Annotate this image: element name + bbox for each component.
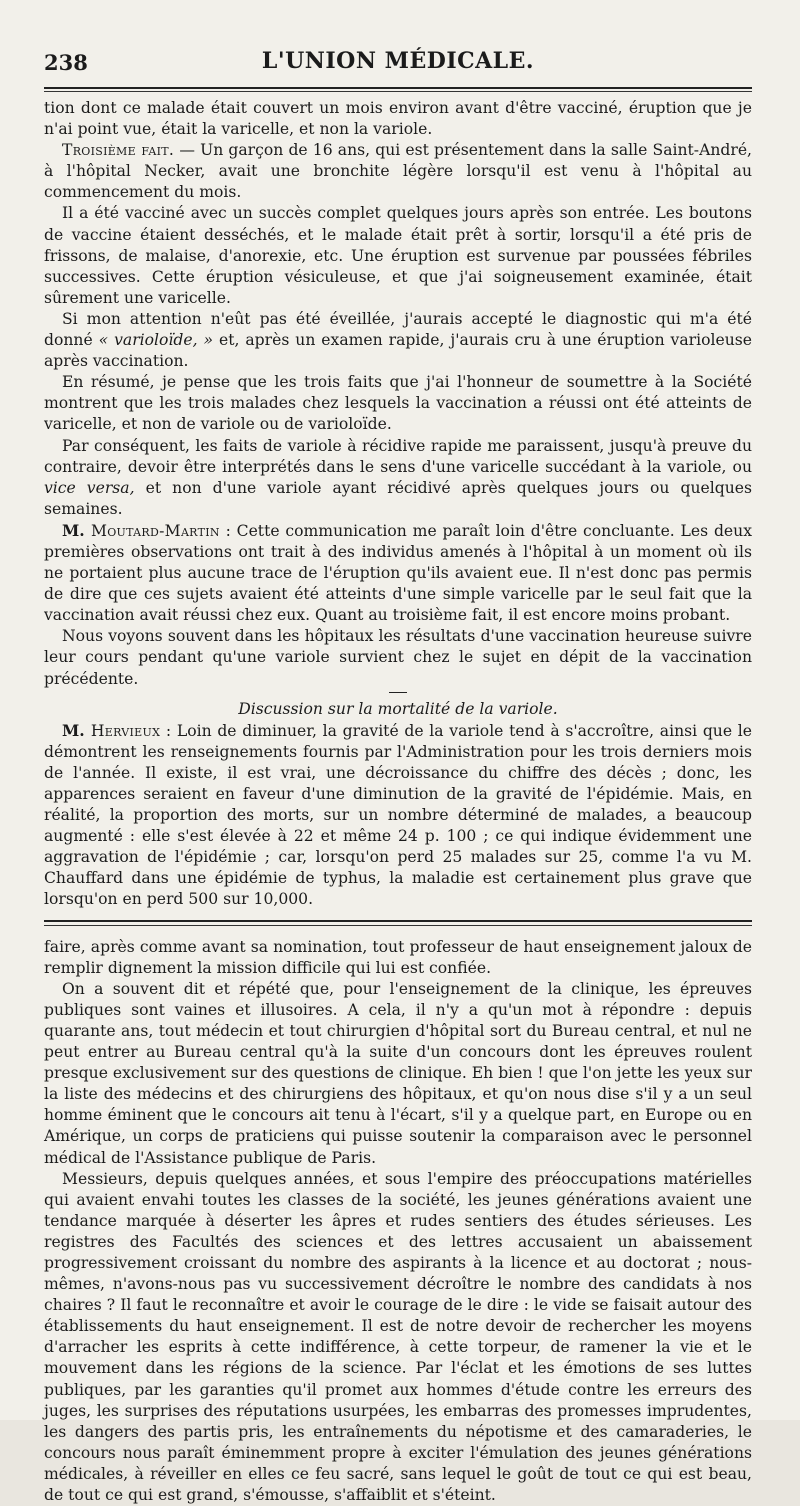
text-run: : Cette communication me paraît loin d'être concluante. Les deux premières observations ont trait à des individus amenés à l'hôpital à un moment où ils ne portaient plus aucune trace de l'éruption qu'ils avaient eue. Il n'est donc pas permis de dire que ces sujets avaient été atteints d'une simple varicelle par le seul fait que la vaccination avait réussi chez eux. Quant au troisième fait, il est encore moins probant. [44,521,752,625]
text-run: Par conséquent, les faits de variole à récidive rapide me paraissent, jusqu'à preuve du contraire, devoir être interprétés dans le sens d'une varicelle succédant à la variole, ou [44,436,752,476]
discussion-heading: Discussion sur la mortalité de la variole. [238,699,558,718]
running-title: L'UNION MÉDICALE. [261,48,535,74]
paragraph [44,372,752,435]
paragraph [44,937,752,979]
paragraph [44,979,752,1169]
paragraph [44,436,752,520]
text-run: Il a été vacciné avec un succès complet quelques jours après son entrée. Les boutons de vaccine étaient desséchés, et le malade était prêt à sortir, lorsqu'il a été pris de frissons, de malaise, d'anorexie, etc. Une éruption est survenue par poussées fébriles successives. Cette éruption vésiculeuse, et que j'ai soigneusement examinée, était sûrement une varicelle. [44,204,752,307]
text-run: et non d'une variole ayant récidivé après quelques jours ou quelques semaines. [44,478,753,518]
text-run: — Un garçon de 16 ans, qui est présentement dans la salle Saint-André, à l'hôpital Necker, avait une bronchite légère lorsqu'il est venu à l'hôpital au commencement du mois. [44,141,752,202]
text-run: En résumé, je pense que les trois faits que j'ai l'honneur de soumettre à la Société montrent que les trois malades chez lesquels la vaccination a réussi ont été atteints de varicelle, et non de variole ou de varioloïde. [44,373,752,434]
paragraph [44,720,752,911]
text-run: et, après un examen rapide, j'aurais cru à une éruption varioleuse après vaccination. [44,331,752,371]
page-number: 238 [44,50,88,75]
text-run: On a souvent dit et répété que, pour l'enseignement de la clinique, les épreuves publiques sont vaines et illusoires. A cela, il n'y a qu'un mot à répondre : depuis quarante ans, tout médecin et tout chirurgien d'hôpital sort du Bureau central, et nul ne peut entrer au Bureau central qu'à la suite d'un concours dont les épreuves roulent presque exclusivement sur des questions de clinique. Eh bien ! que l'on jette les yeux sur la liste des médecins et des chirurgiens des hôpitaux, et qu'on nous dise s'il y a un seul homme éminent que le concours ait tenu à l'écart, s'il y a quelque part, en Europe ou en Amérique, un corps de praticiens qui puisse soutenir la comparaison avec le personnel médical de l'Assistance publique de Paris. [44,979,752,1167]
text-run: Nous voyons souvent dans les hôpitaux les résultats d'une vaccination heureuse suivre leur cours pendant qu'une variole survient chez le sujet en dépit de la vaccination précédente. [44,627,752,688]
text-run: Moutard-Martin [90,521,220,540]
text-run: M. [62,720,91,740]
page-header [44,0,752,90]
upper-article [44,90,752,690]
paragraph [44,1169,752,1506]
text-run: vice versa, [44,478,135,497]
text-run: « varioloïde, » [98,331,214,350]
text-run: : Loin de diminuer, la gravité de la variole tend à s'accroître, ainsi que le démontrent les renseignements fournis par l'Administration pour les trois derniers mois de l'année. Il existe, il est vrai, une décroissance du chiffre des décès ; donc, les apparences seraient en faveur d'une diminution de la gravité de l'épidémie. Mais, en réalité, la proportion des morts, sur un nombre déterminé de malades, a beaucoup augmenté : elle s'est élevée à 22 et même 24 p. 100 ; ce qui indique évidemment une aggravation de l'épidémie ; car, lorsqu'on perd 25 malades sur 25, comme l'a vu M. Chauffard dans une épidémie de typhus, la maladie est certainement plus grave que lorsqu'on en perd 500 sur 10,000. [44,721,752,909]
paragraph [44,98,752,140]
text-run: Messieurs, depuis quelques années, et sous l'empire des préoccupations matérielles qui avaient envahi toutes les classes de la société, les jeunes générations avaient une tendance marquée à déserter les âpres et rudes sentiers des études sérieuses. Les registres des Facultés des sciences et des lettres accusaient un abaissement progressivement croissant du nombre des aspirants à la licence et au doctorat ; nous-mêmes, n'avons-nous pas vu successivement décroître le nombre des candidats à nos chaires ? Il faut le reconnaître et avoir le courage de le dire : le vide se faisait autour des établissements du haut enseignement. Il est de notre devoir de rechercher les moyens d'arracher les esprits à cette indifférence, à cette torpeur, de ramener la vie et le mouvement dans les régions de la science. Par l'éclat et les émotions de ses luttes publiques, par les garanties qu'il promet aux hommes d'étude contre les erreurs des juges, les surprises des réputations usurpées, les embarras des promesses imprudentes, les dangers des partis pris, les entraînements du népotisme et des camaraderies, le concours nous paraît éminemment propre à exciter l'émulation des jeunes générations médicales, à réveiller en elles ce feu sacré, sans lequel le goût de tout ce qui est beau, de tout ce qui est grand, s'émousse, s'affaiblit et s'éteint. [44,1169,752,1504]
text-run: Hervieux [90,721,161,740]
paragraph [44,520,752,626]
paragraph [44,140,752,203]
text-run: faire, après comme avant sa nomination, tout professeur de haut enseignement jaloux de remplir dignement la mission difficile qui lui est confiée. [44,937,752,977]
header-rule [44,87,752,89]
article-separator [44,920,752,926]
paragraph [44,203,752,308]
discussion-article [44,720,752,911]
text-run: M. [62,520,91,540]
text-run: Troisième fait. [62,141,175,160]
text-run: Si mon attention n'eût pas été éveillée, j'aurais accepté le diagnostic qui m'a été donné [44,309,752,350]
header-rule-thin [44,91,752,92]
text-run: tion dont ce malade était couvert un mois environ avant d'être vacciné, éruption que je n'ai point vue, était la varicelle, et non la variole. [44,99,752,139]
lower-article [44,937,752,1506]
section-divider [389,692,407,693]
paragraph [44,626,752,689]
paragraph [44,309,752,372]
